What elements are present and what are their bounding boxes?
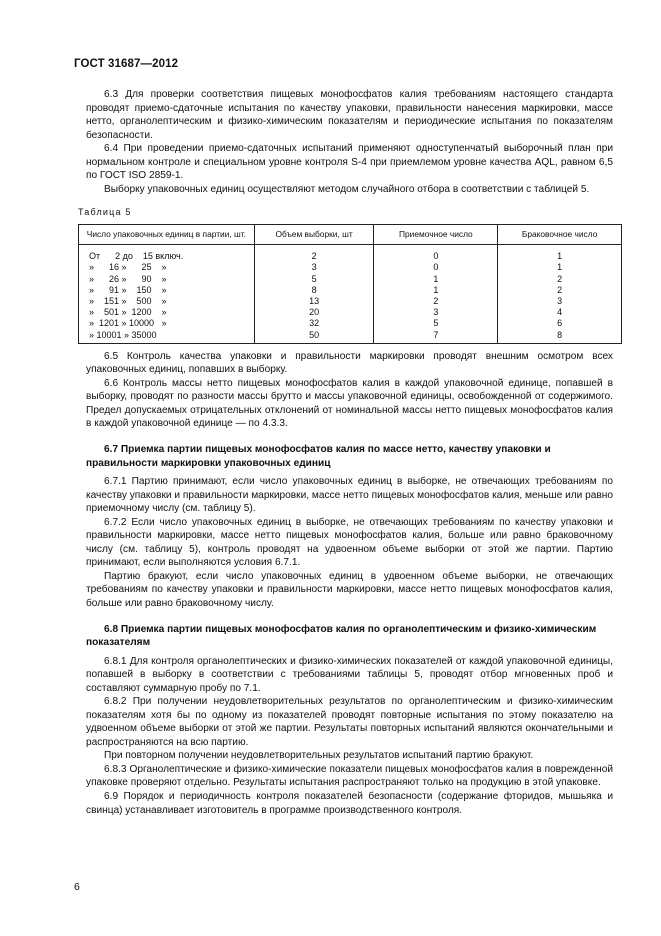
table-cell: 6 (498, 318, 622, 329)
table-cell: 4 (498, 307, 622, 318)
table-cell: 0 (374, 245, 498, 263)
table-cell: 2 (498, 285, 622, 296)
table-cell: 5 (254, 274, 374, 285)
table-row (79, 318, 622, 329)
table-cell: 1 (374, 274, 498, 285)
paragraph-6-5: 6.5 Контроль качества упаковки и правильности маркировки проводят внешним осмотром всех упаковочных единиц, попавших в выборку. (86, 350, 613, 376)
paragraph-6-7-1: 6.7.1 Партию принимают, если число упаковочных единиц в выборке, не отвечающих требованиям по качеству упаковки и правильности маркировки, массе нетто пищевых монофосфатов калия, меньше или равно приемочному числу (см. таблицу 5). (86, 476, 613, 515)
table-cell: 32 (254, 318, 374, 329)
paragraph-6-8-2: 6.8.2 При получении неудовлетворительных результатов по органолептическим и физико-химическим показателям хотя бы по одному из показателей проводят повторные испытания по этому показателю на удвоенном объеме выборки от этой же партии. Результаты повторных испытаний являются окончательными и распространяются на всю партию. (86, 696, 613, 748)
table-row (79, 245, 622, 263)
table-caption: Таблица 5 (78, 207, 132, 218)
table-cell: 2 (254, 245, 374, 263)
table-5 (78, 224, 622, 344)
table-cell: 3 (374, 307, 498, 318)
table-header-cell: Объем выборки, шт (254, 224, 374, 244)
table-cell: От 2 до 15 включ. (79, 245, 255, 263)
table-row (79, 307, 622, 318)
table-cell: 1 (498, 245, 622, 263)
paragraph-6-8-1: 6.8.1 Для контроля органолептических и физико-химических показателей от каждой упаковочной единицы, попавшей в выборку в соответствии с требованиями таблицы 5, проводят отбор мгновенных проб и составляют суммарную пробу по 7.1. (86, 655, 613, 694)
table-row (79, 330, 622, 344)
table-cell: 50 (254, 330, 374, 344)
table-cell: » 1201 » 10000 » (79, 318, 255, 329)
page-number: 6 (74, 881, 80, 893)
table-cell: 1 (498, 262, 622, 273)
table-header-row (79, 224, 622, 244)
table-cell: 3 (498, 296, 622, 307)
document-body (78, 88, 613, 817)
table-cell: » 10001 » 35000 (79, 330, 255, 344)
paragraph-6-3: 6.3 Для проверки соответствия пищевых монофосфатов калия требованиям настоящего стандарта проводят приемо-сдаточные испытания по качеству упаковки, правильности нанесения маркировки, массе нетто, органолептическим и физико-химическим показателям и периодические испытания по показателям безопасности. (86, 89, 613, 141)
table-cell: » 16 » 25 » (79, 262, 255, 273)
table-cell: 1 (374, 285, 498, 296)
table-cell: » 26 » 90 » (79, 274, 255, 285)
table-row (79, 262, 622, 273)
section-heading-6-7: 6.7 Приемка партии пищевых монофосфатов калия по массе нетто, качеству упаковки и правильности маркировки упаковочных единиц (86, 444, 551, 469)
table-cell: 2 (498, 274, 622, 285)
table-header-cell: Браковочное число (498, 224, 622, 244)
table-cell: 13 (254, 296, 374, 307)
table-cell: 2 (374, 296, 498, 307)
table-row (79, 296, 622, 307)
table-cell: » 91 » 150 » (79, 285, 255, 296)
document-header: ГОСТ 31687—2012 (74, 58, 179, 70)
paragraph-repeat-rejection: При повторном получении неудовлетворительных результатов испытаний партию бракуют. (104, 750, 534, 762)
table-header-cell: Приемочное число (374, 224, 498, 244)
table-cell: 0 (374, 262, 498, 273)
table-cell: 3 (254, 262, 374, 273)
table-cell: 5 (374, 318, 498, 329)
section-heading-6-8: 6.8 Приемка партии пищевых монофосфатов калия по органолептическим и физико-химическим показателям (86, 623, 597, 648)
paragraph-rejection: Партию бракуют, если число упаковочных единиц в удвоенном объеме выборки, не отвечающих требованиям по качеству упаковки и правильности маркировки, массе нетто пищевых монофосфатов калия, больше или равно браковочному числу. (86, 570, 613, 609)
table-cell: 7 (374, 330, 498, 344)
paragraph-sampling: Выборку упаковочных единиц осуществляют методом случайного отбора в соответствии с таблицей 5. (104, 183, 590, 195)
paragraph-6-8-3: 6.8.3 Органолептические и физико-химические показатели пищевых монофосфатов калия в поврежденной упаковке проверяют отдельно. Результаты испытания распространяют только на продукцию в этой упаковке. (86, 763, 613, 789)
table-header-cell: Число упаковочных единиц в партии, шт. (79, 224, 255, 244)
paragraph-6-6: 6.6 Контроль массы нетто пищевых монофосфатов калия в каждой упаковочной единице, попавшей в выборку, проводят по разности массы брутто и массы упаковочной единицы, освобожденной от содержимого. Предел допускаемых отрицательных отклонений от номинальной массы нетто пищевых монофосфатов калия в каждой упаковочной единице — по 4.3.3. (86, 377, 613, 430)
table-cell: 8 (254, 285, 374, 296)
table-cell: 20 (254, 307, 374, 318)
table-row (79, 274, 622, 285)
table-cell: 8 (498, 330, 622, 344)
table-cell: » 151 » 500 » (79, 296, 255, 307)
table-cell: » 501 » 1200 » (79, 307, 255, 318)
paragraph-6-4: 6.4 При проведении приемо-сдаточных испытаний применяют одноступенчатый выборочный план при нормальном контроле и специальном уровне контроля S-4 при приемлемом уровне качества AQL, равном 6,5 по ГОСТ ISO 2859-1. (86, 143, 613, 182)
table-row (79, 285, 622, 296)
paragraph-6-9: 6.9 Порядок и периодичность контроля показателей безопасности (содержание фторидов, мышьяка и свинца) устанавливает изготовитель в программе производственного контроля. (86, 790, 613, 816)
paragraph-6-7-2: 6.7.2 Если число упаковочных единиц в выборке, не отвечающих требованиям по качеству упаковки и правильности маркировки, массе нетто пищевых монофосфатов калия, больше или равно браковочному числу (см. таблицу 5), контроль проводят на удвоенном объеме выборки от этой же партии. Партию принимают, если выполняются условия 6.7.1. (86, 516, 613, 569)
